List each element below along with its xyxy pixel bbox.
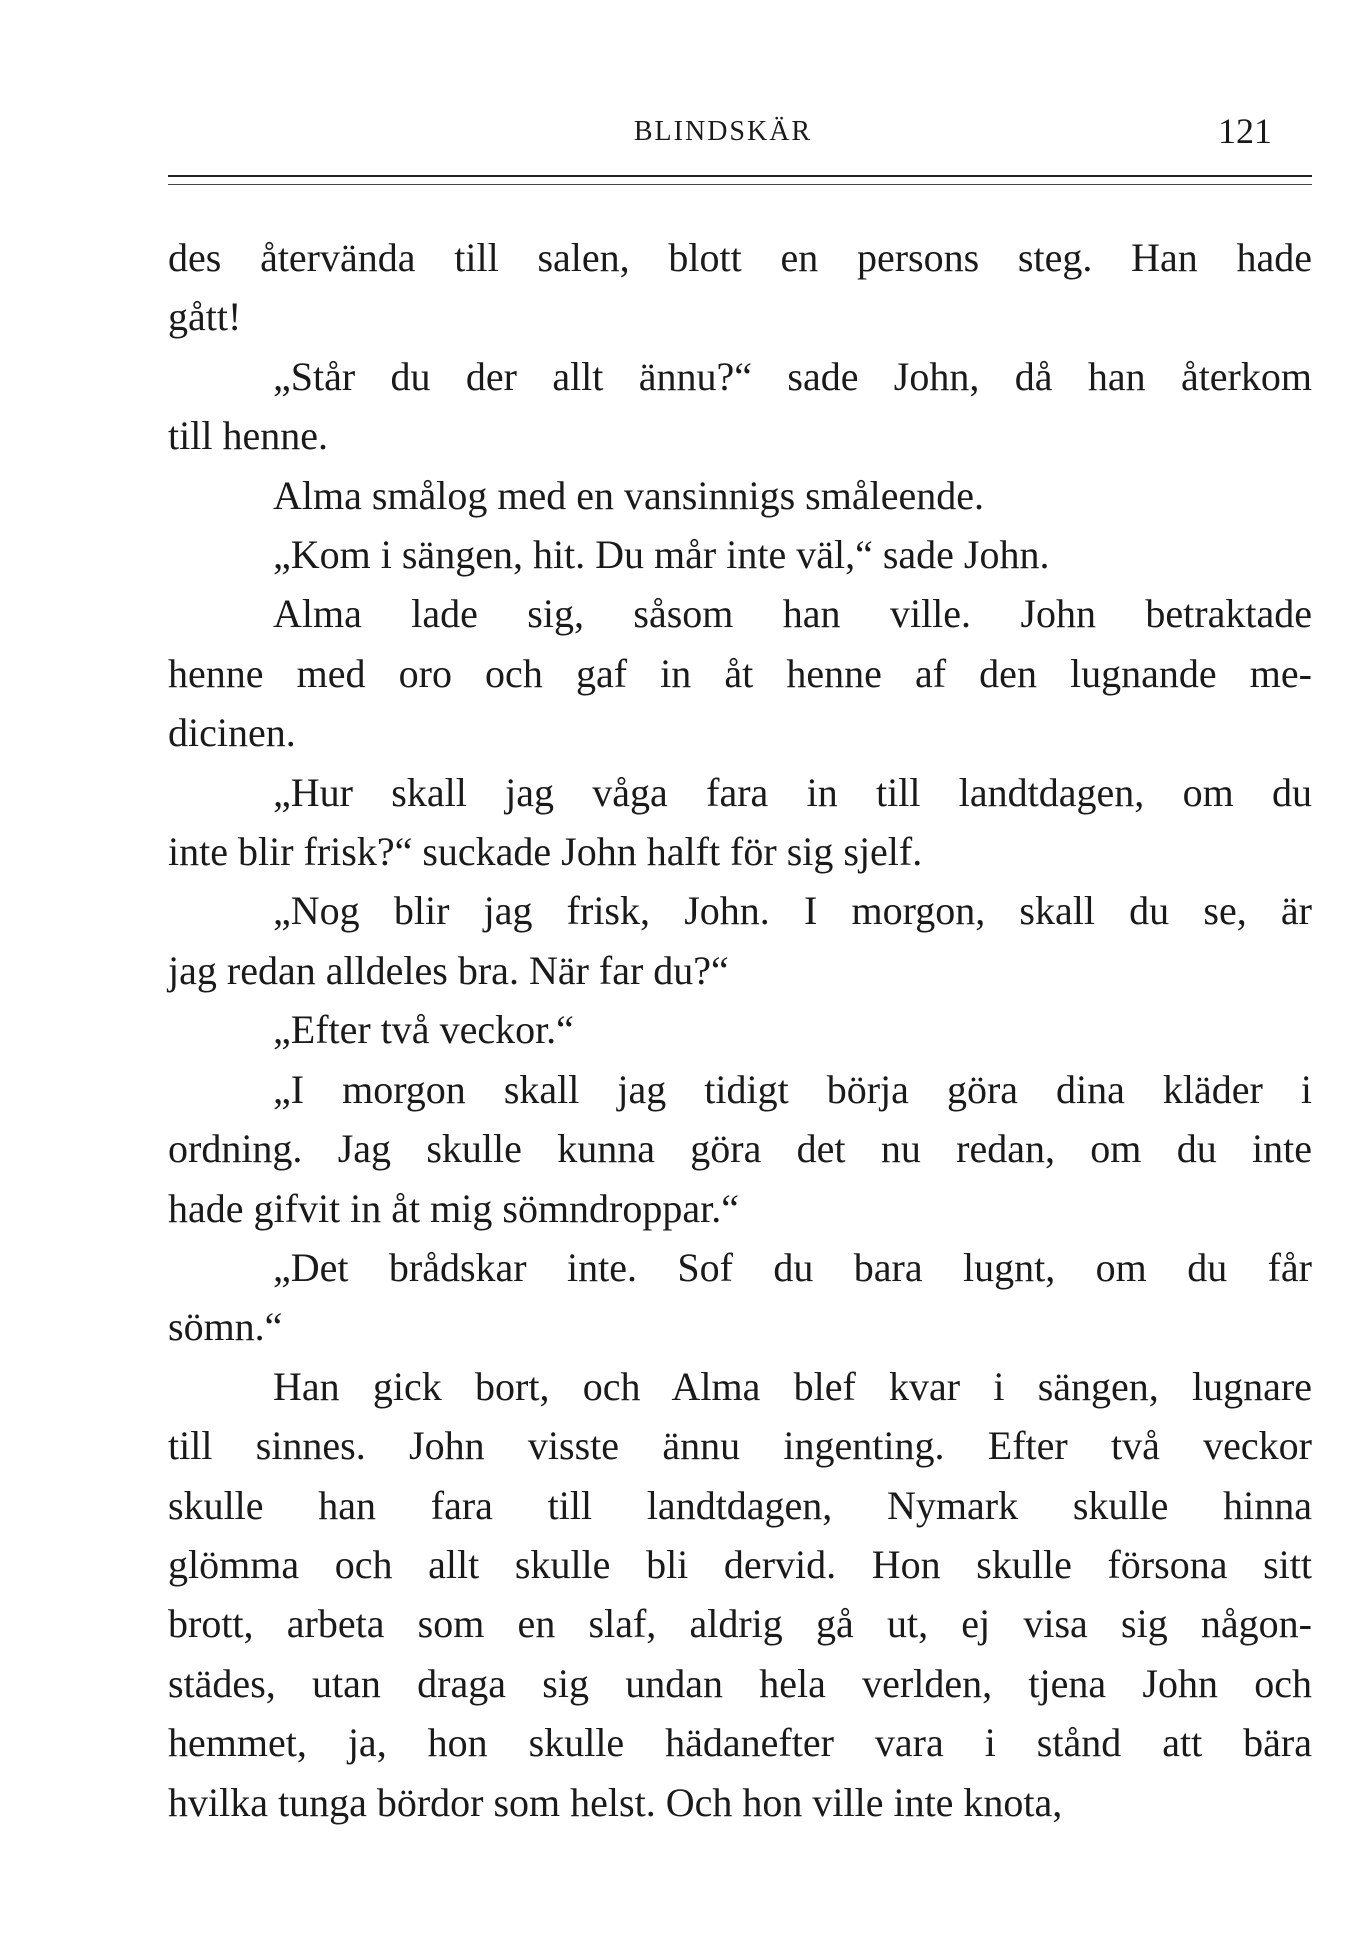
- text-line: ordning. Jag skulle kunna göra det nu redan, om du inte: [168, 1126, 1312, 1172]
- text-line: Alma lade sig, såsom han ville. John betraktade: [273, 591, 1312, 637]
- paragraph: [168, 1060, 1312, 1238]
- paragraph: [168, 347, 1312, 466]
- paragraph: [168, 584, 1312, 762]
- text-line: Alma smålog med en vansinnigs småleende.: [273, 472, 984, 518]
- running-title: BLINDSKÄR: [633, 116, 813, 147]
- page-number: 121: [1218, 111, 1272, 151]
- text-line: „Står du der allt ännu?“ sade John, då han återkom: [273, 353, 1312, 399]
- text-line: hvilka tunga bördor som helst. Och hon ville inte knota,: [168, 1779, 1063, 1825]
- text-line: Han gick bort, och Alma blef kvar i sängen, lugnare: [273, 1363, 1312, 1409]
- text-line: „I morgon skall jag tidigt börja göra dina kläder i: [273, 1066, 1312, 1112]
- header-rule: [168, 175, 1312, 177]
- text-line: till sinnes. John visste ännu ingenting. Efter två veckor: [168, 1423, 1312, 1469]
- body-text: [168, 228, 1312, 1832]
- paragraph: [168, 1238, 1312, 1357]
- paragraph: [168, 763, 1312, 882]
- text-line: gått!: [168, 294, 242, 340]
- text-line: glömma och allt skulle bli dervid. Hon skulle försona sitt: [168, 1541, 1312, 1587]
- text-line: dicinen.: [168, 710, 296, 756]
- text-line: „Det brådskar inte. Sof du bara lugnt, om du får: [273, 1244, 1312, 1290]
- paragraph: [168, 881, 1312, 1000]
- text-line: skulle han fara till landtdagen, Nymark skulle hinna: [168, 1482, 1312, 1528]
- text-line: hemmet, ja, hon skulle hädanefter vara i stånd att bära: [168, 1720, 1312, 1766]
- paragraph: [168, 466, 1312, 525]
- text-line: sömn.“: [168, 1304, 283, 1350]
- paragraph: [168, 525, 1312, 584]
- text-line: brott, arbeta som en slaf, aldrig gå ut, ej visa sig någon-: [168, 1601, 1312, 1647]
- paragraph: [168, 228, 1312, 347]
- header-rule-thin: [168, 184, 1312, 185]
- text-line: hade gifvit in åt mig sömndroppar.“: [168, 1185, 739, 1231]
- paragraph: [168, 1000, 1312, 1059]
- text-line: inte blir frisk?“ suckade John halft för sig sjelf.: [168, 829, 923, 875]
- text-line: „Hur skall jag våga fara in till landtdagen, om du: [273, 769, 1312, 815]
- text-line: städes, utan draga sig undan hela verlden, tjena John och: [168, 1660, 1312, 1706]
- text-line: „Efter två veckor.“: [273, 1007, 574, 1053]
- text-line: des återvända till salen, blott en persons steg. Han hade: [168, 235, 1312, 280]
- text-line: „Kom i sängen, hit. Du mår inte väl,“ sade John.: [273, 532, 1050, 578]
- text-line: jag redan alldeles bra. När far du?“: [168, 947, 729, 993]
- text-line: „Nog blir jag frisk, John. I morgon, skall du se, är: [273, 888, 1312, 934]
- running-head: [168, 108, 1278, 158]
- text-line: henne med oro och gaf in åt henne af den lugnande me-: [168, 650, 1312, 696]
- paragraph: [168, 1357, 1312, 1832]
- text-line: till henne.: [168, 413, 328, 459]
